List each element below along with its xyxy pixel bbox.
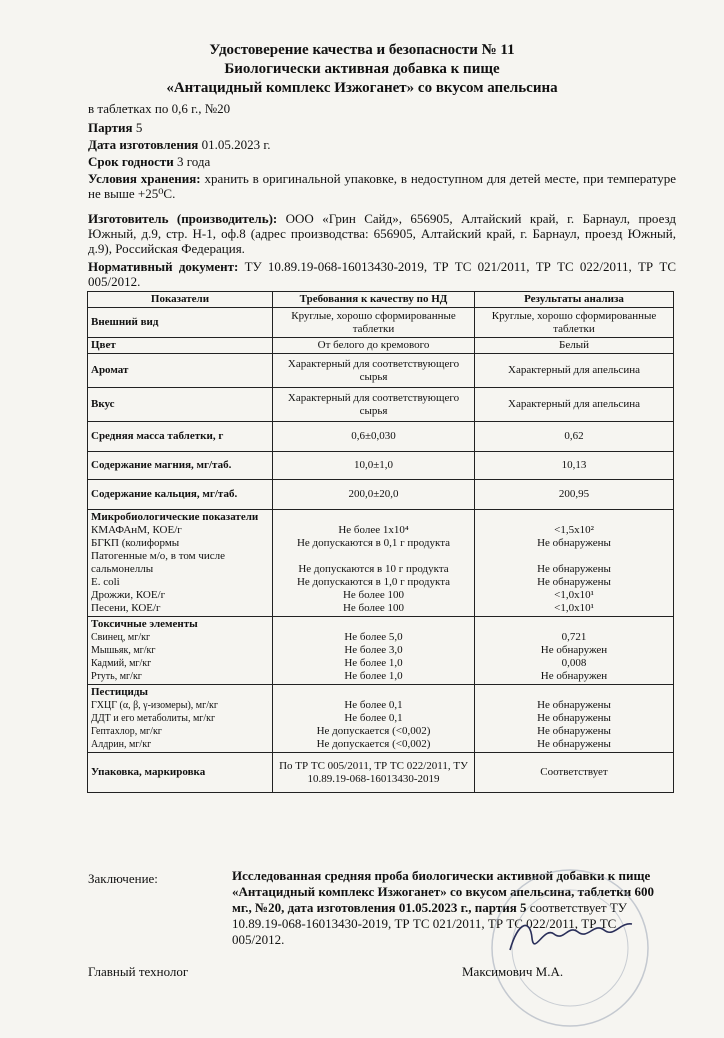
- signer-role: Главный технолог: [88, 964, 189, 979]
- conclusion-normal-text: соответствует ТУ 10.89.19-068-16013430-2019, ТР ТС 021/2011, ТР ТС 022/2011, ТР ТС 005/2012.: [232, 900, 628, 947]
- manufacture-date-line: [88, 137, 676, 152]
- toxic-result: Не обнаружен: [540, 644, 608, 656]
- micro-result: Не обнаружены: [537, 563, 611, 575]
- microbiology-title: Микробиологические показатели: [91, 511, 259, 523]
- table-row: [88, 452, 674, 480]
- pesticides-requirements: [273, 685, 475, 753]
- micro-result: <1,0х10¹: [554, 589, 594, 601]
- normative-doc-line: [88, 259, 676, 289]
- microbiology-results: [475, 510, 674, 617]
- signature-scribble: [510, 924, 632, 950]
- table-row: [88, 388, 674, 422]
- row-requirement: Характерный для соответствующего сырья: [273, 354, 475, 388]
- conclusion-label: Заключение:: [88, 871, 158, 886]
- header-indicators: Показатели: [88, 292, 273, 308]
- table-row: [88, 308, 674, 338]
- table-row: [88, 338, 674, 354]
- toxic-labels: [88, 617, 273, 685]
- micro-requirement: Не допускаются в 1,0 г продукта: [296, 576, 451, 588]
- row-requirement: Круглые, хорошо сформированные таблетки: [273, 308, 475, 338]
- row-result: Круглые, хорошо сформированные таблетки: [475, 308, 674, 338]
- row-label: Вкус: [88, 388, 273, 422]
- row-result: Характерный для апельсина: [475, 388, 674, 422]
- microbiology-section: [88, 510, 674, 617]
- row-label: Средняя масса таблетки, г: [88, 422, 273, 452]
- row-requirement: По ТР ТС 005/2011, ТР ТС 022/2011, ТУ 10.89.19-068-16013430-2019: [273, 753, 475, 793]
- micro-result: <1,5х10²: [554, 524, 594, 536]
- row-result: Белый: [475, 338, 674, 354]
- pesticide-requirement: Не допускается (<0,002): [316, 725, 431, 737]
- pesticide-result: Не обнаружены: [537, 738, 611, 750]
- micro-result: <1,0х10¹: [554, 602, 594, 614]
- microbiology-labels: [88, 510, 273, 617]
- pesticide-label: Гептахлор, мг/кг: [91, 726, 162, 737]
- row-requirement: 200,0±20,0: [273, 480, 475, 510]
- toxic-title: Токсичные элементы: [91, 618, 198, 630]
- normative-doc-label: Нормативный документ:: [88, 259, 239, 274]
- pesticide-requirement: Не более 0,1: [344, 712, 403, 724]
- toxic-label: Мышьяк, мг/кг: [91, 645, 156, 656]
- storage-line: [88, 171, 676, 201]
- microbiology-requirements: [273, 510, 475, 617]
- toxic-label: Свинец, мг/кг: [91, 632, 151, 643]
- micro-label: Песени, КОЕ/г: [91, 602, 161, 614]
- toxic-result: Не обнаружен: [540, 670, 608, 682]
- micro-requirement: Не более 1х10⁴: [338, 524, 409, 536]
- product-name-title: «Антацидный комплекс Изжоганет» со вкусом апельсина: [166, 80, 558, 96]
- pesticide-label: Алдрин, мг/кг: [91, 739, 152, 750]
- row-label: Аромат: [88, 354, 273, 388]
- pesticide-result: Не обнаружены: [537, 699, 611, 711]
- storage-label: Условия хранения:: [88, 171, 201, 186]
- micro-result: Не обнаружены: [537, 537, 611, 549]
- toxic-requirements: [273, 617, 475, 685]
- header-results: Результаты анализа: [475, 292, 674, 308]
- table-header-row: [88, 292, 674, 308]
- micro-requirement: Не допускаются в 0,1 г продукта: [296, 537, 451, 549]
- micro-label: Патогенные м/о, в том числе сальмонеллы: [91, 550, 226, 575]
- micro-label: Дрожжи, КОЕ/г: [91, 589, 166, 601]
- certificate-title: Удостоверение качества и безопасности № 11: [209, 42, 515, 58]
- toxic-result: 0,721: [561, 631, 587, 643]
- row-label: Содержание магния, мг/таб.: [88, 452, 273, 480]
- toxic-requirement: Не более 3,0: [344, 644, 403, 656]
- product-type-title: Биологически активная добавка к пище: [224, 61, 500, 77]
- stamp-outer-ring: [492, 870, 648, 1026]
- toxic-requirement: Не более 5,0: [344, 631, 403, 643]
- manufacture-date-label: Дата изготовления: [88, 137, 199, 152]
- pesticide-label: ГХЦГ (α, β, γ-изомеры), мг/кг: [91, 700, 218, 711]
- toxic-result: 0,008: [561, 657, 587, 669]
- micro-requirement: Не более 100: [342, 602, 405, 614]
- micro-label: E. coli: [91, 576, 120, 588]
- row-result: 200,95: [475, 480, 674, 510]
- row-requirement: Характерный для соответствующего сырья: [273, 388, 475, 422]
- row-label: Цвет: [88, 338, 273, 354]
- pesticide-result: Не обнаружены: [537, 725, 611, 737]
- batch-line: [88, 120, 676, 135]
- stamp-inner-ring: [512, 890, 628, 1006]
- normative-doc-value: ТУ 10.89.19-068-16013430-2019, ТР ТС 021/2011, ТР ТС 022/2011, ТР ТС 005/2012.: [88, 259, 676, 289]
- toxic-results: [475, 617, 674, 685]
- row-label: Упаковка, маркировка: [88, 753, 273, 793]
- micro-result: Не обнаружены: [537, 576, 611, 588]
- quality-table: [87, 291, 674, 793]
- pesticides-section: [88, 685, 674, 753]
- header-requirements: Требования к качеству по НД: [273, 292, 475, 308]
- row-result: 10,13: [475, 452, 674, 480]
- manufacturer-line: [88, 211, 676, 256]
- row-requirement: От белого до кремового: [273, 338, 475, 354]
- shelf-life-line: [88, 154, 676, 169]
- row-result: Соответствует: [475, 753, 674, 793]
- table-row: [88, 753, 674, 793]
- storage-value: хранить в оригинальной упаковке, в недоступном для детей месте, при температуре не выше +25⁰С.: [88, 171, 677, 201]
- conclusion-bold-text: Исследованная средняя проба биологически активной добавки к пище «Антацидный комплекс Изжоганет» со вкусом апельсина, таблетки 600 мг., №20, дата изготовления 01.05.2023 г., партия 5: [232, 868, 655, 915]
- row-requirement: 0,6±0,030: [273, 422, 475, 452]
- batch-label: Партия: [88, 120, 133, 135]
- batch-value: 5: [135, 120, 143, 135]
- row-label: Содержание кальция, мг/таб.: [88, 480, 273, 510]
- pesticide-label: ДДТ и его метаболиты, мг/кг: [91, 713, 216, 724]
- micro-requirement: Не допускаются в 10 г продукта: [298, 563, 449, 575]
- micro-label: КМАФАнМ, КОЕ/г: [91, 524, 182, 536]
- pesticides-labels: [88, 685, 273, 753]
- shelf-life-label: Срок годности: [88, 154, 174, 169]
- tablets-line: в таблетках по 0,6 г., №20: [88, 101, 231, 116]
- row-result: 0,62: [475, 422, 674, 452]
- toxic-section: [88, 617, 674, 685]
- manufacture-date-value: 01.05.2023 г.: [201, 137, 271, 152]
- pesticides-results: [475, 685, 674, 753]
- micro-label: БГКП (колиформы: [91, 537, 180, 549]
- stamp-and-signature: [470, 838, 670, 1038]
- table-row: [88, 480, 674, 510]
- pesticide-requirement: Не допускается (<0,002): [316, 738, 431, 750]
- toxic-requirement: Не более 1,0: [344, 670, 403, 682]
- micro-requirement: Не более 100: [342, 589, 405, 601]
- table-row: [88, 422, 674, 452]
- manufacturer-label: Изготовитель (производитель):: [88, 211, 278, 226]
- pesticide-result: Не обнаружены: [537, 712, 611, 724]
- row-result: Характерный для апельсина: [475, 354, 674, 388]
- shelf-life-value: 3 года: [177, 154, 211, 169]
- toxic-label: Кадмий, мг/кг: [91, 658, 152, 669]
- toxic-requirement: Не более 1,0: [344, 657, 403, 669]
- toxic-label: Ртуть, мг/кг: [91, 671, 142, 682]
- row-label: Внешний вид: [88, 308, 273, 338]
- row-requirement: 10,0±1,0: [273, 452, 475, 480]
- signer-name: Максимович М.А.: [462, 964, 564, 979]
- pesticides-title: Пестициды: [91, 686, 149, 698]
- pesticide-requirement: Не более 0,1: [344, 699, 403, 711]
- manufacturer-value: ООО «Грин Сайд», 656905, Алтайский край, г. Барнаул, проезд Южный, д.9, стр. Н-1, оф.8 (адрес производства: 656905, Алтайский край, г. Барнаул, проезд Южный, д.9), Российская Федерация.: [88, 211, 677, 256]
- table-row: [88, 354, 674, 388]
